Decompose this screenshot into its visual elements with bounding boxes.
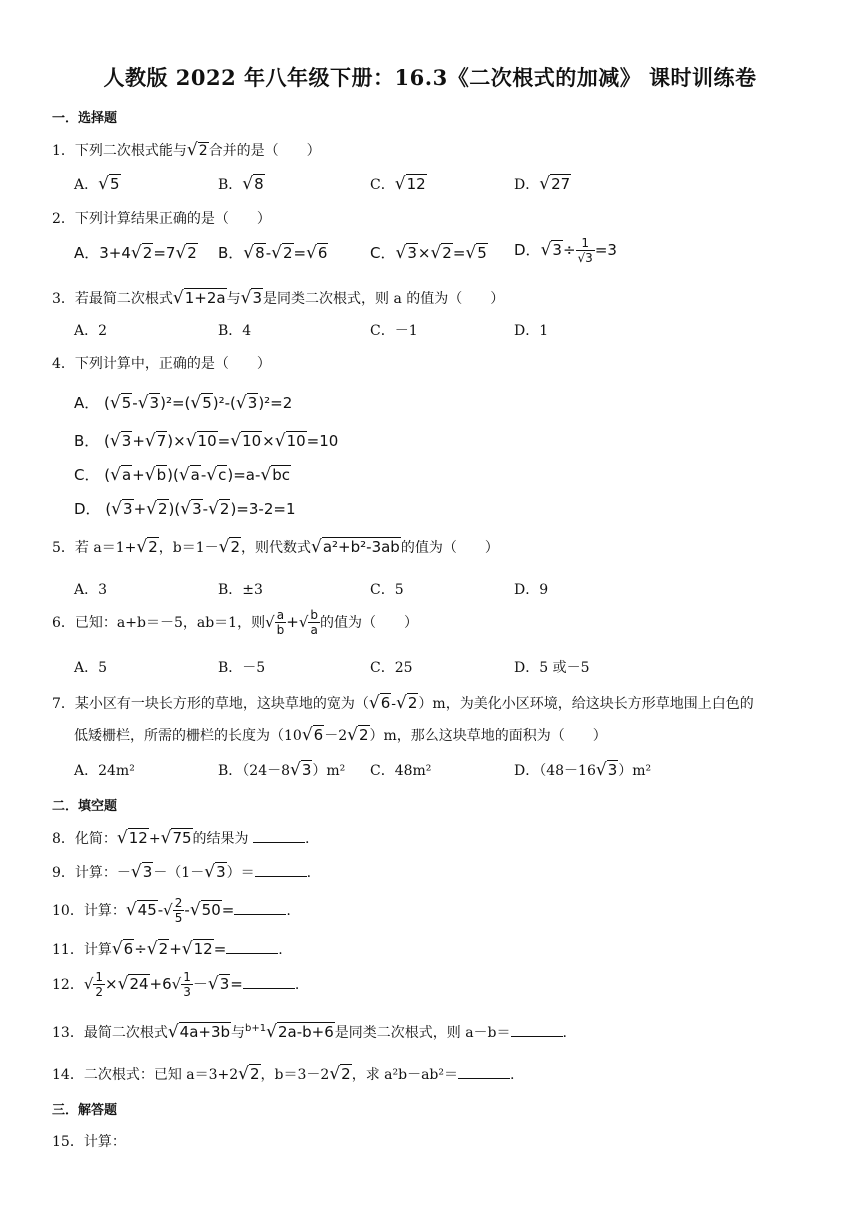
option-b: B． (√3+√7)×√10=√10×√10=10 — [74, 431, 339, 451]
answer-blank — [226, 952, 278, 954]
answer-blank — [234, 913, 286, 915]
option-c: C． (√a+√b)(√a-√c)=a-√bc — [74, 465, 291, 485]
option-c: C．48m² — [370, 763, 432, 779]
question-9: 9．计算：－√3－（1－√3）＝ . — [52, 862, 312, 882]
question-7: 7．某小区有一块长方形的草地，这块草地的宽为（√6-√2）m，为美化小区环境，给这块长方形草地围上白色的 — [52, 693, 754, 713]
option-c: C．25 — [370, 660, 413, 676]
section-heading: 一．选择题 — [52, 111, 118, 126]
option-b: B．－5 — [218, 660, 266, 676]
option-b: B．（24－8√3）m² — [218, 760, 346, 780]
question-7-line2: 低矮栅栏，所需的栅栏的长度为（10√6－2√2）m，那么这块草地的面积为（ ） — [74, 725, 607, 745]
option-b: B．±3 — [218, 582, 263, 598]
question-4: 4．下列计算中，正确的是（ ） — [52, 356, 271, 372]
option-a: A．3 — [74, 582, 108, 598]
question-12: 12．√ $\frac{1}{2}$ ×√24+6√ $\frac{1}{3}$ －√3= . — [52, 970, 300, 999]
option-a: A．2 — [74, 323, 108, 339]
option-c: C．√3×√2=√5 — [370, 243, 487, 263]
answer-blank — [253, 841, 305, 843]
option-a: A． (√5-√3)²=(√5)²-(√3)²=2 — [74, 393, 293, 413]
question-11: 11．计算√6÷√2+√12= . — [52, 939, 283, 959]
question-text: 合并的是（ ） — [208, 143, 321, 159]
option-d: D．1 — [514, 323, 549, 339]
section-heading: 二．填空题 — [52, 799, 118, 814]
question-2: 2．下列计算结果正确的是（ ） — [52, 211, 271, 227]
option-b: B．4 — [218, 323, 252, 339]
option-d: D． (√3+√2)(√3-√2)=3-2=1 — [74, 499, 296, 519]
question-1 — [52, 140, 321, 160]
option-c: C．5 — [370, 582, 404, 598]
question-3: 3．若最简二次根式√1+2a与√3是同类二次根式，则 a 的值为（ ） — [52, 288, 505, 308]
option-d: D．5 或－5 — [514, 660, 590, 676]
option-c: C．－1 — [370, 323, 418, 339]
answer-blank — [255, 875, 307, 877]
question-13: 13．最简二次根式√4a+3b与$^{b+1}$√2a-b+6是同类二次根式，则 a－b＝ . — [52, 1022, 567, 1042]
option-a: A．√5 — [74, 174, 120, 194]
option-b: B．√8 — [218, 174, 264, 194]
question-8: 8．化简：√12+√75的结果为 . — [52, 828, 310, 848]
radical: √2 — [186, 140, 208, 160]
option-d: D．√3÷ $\frac{1}{√3}$ =3 — [514, 236, 617, 265]
answer-blank — [243, 987, 295, 989]
question-text: 1．下列二次根式能与 — [52, 143, 187, 159]
question-15: 15．计算： — [52, 1134, 126, 1150]
question-14: 14．二次根式：已知 a＝3+2√2，b＝3－2√2，求 a²b－ab²＝ . — [52, 1064, 515, 1084]
option-b: B．√8-√2=√6 — [218, 243, 328, 263]
option-a: A．24m² — [74, 763, 135, 779]
answer-blank — [511, 1035, 563, 1037]
option-d: D．√27 — [514, 174, 571, 194]
page-title: 人教版 2022 年八年级下册：16.3《二次根式的加减》 课时训练卷 — [103, 65, 757, 90]
section-heading: 三．解答题 — [52, 1103, 118, 1118]
option-a: A．5 — [74, 660, 108, 676]
option-c: C．√12 — [370, 174, 426, 194]
question-5: 5．若 a＝1+√2，b＝1－√2，则代数式√a²+b²-3ab的值为（ ） — [52, 537, 499, 557]
option-a: A．3+4√2=7√2 — [74, 243, 197, 263]
answer-blank — [458, 1077, 510, 1079]
option-d: D．（48－16√3）m² — [514, 760, 652, 780]
question-10: 10．计算：√45-√ $\frac{2}{5}$ -√50= . — [52, 896, 291, 925]
question-6: 6．已知：a+b＝－5，ab＝1，则√ $\frac{a}{b}$ +√ $\frac{b}{a}$ 的值为（ ） — [52, 608, 419, 637]
option-d: D．9 — [514, 582, 549, 598]
